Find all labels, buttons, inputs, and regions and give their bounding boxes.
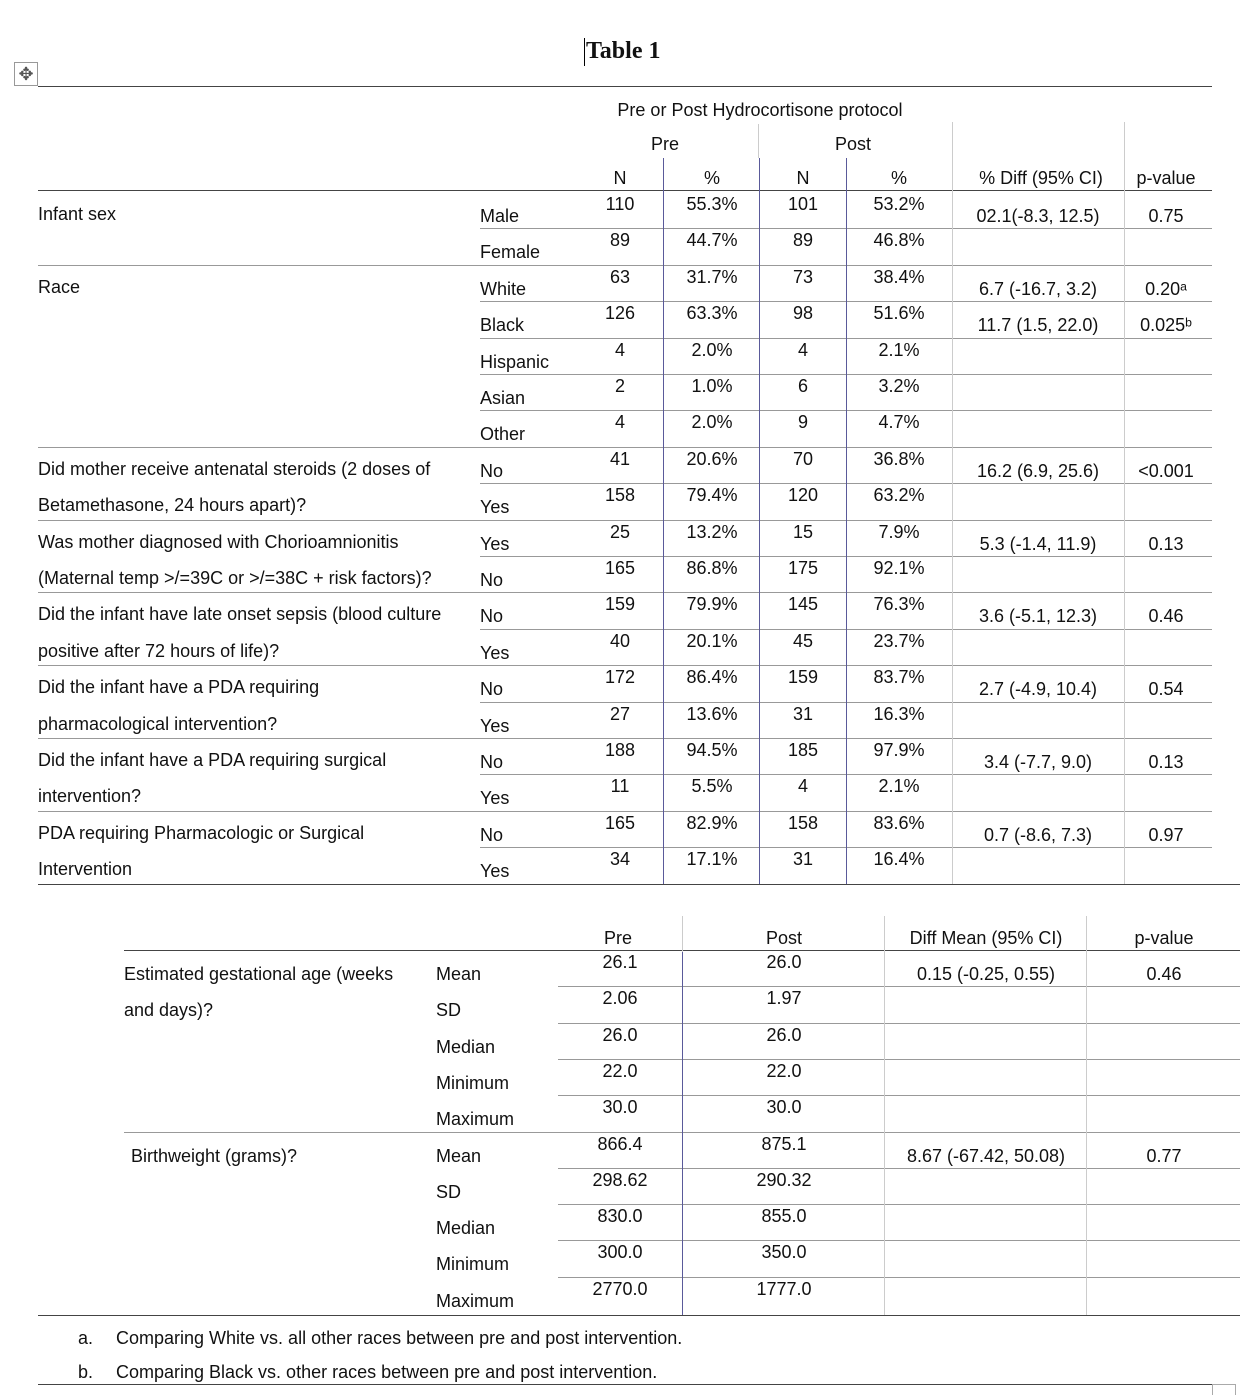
- row-rule: [558, 1023, 1240, 1024]
- group-rule: [38, 592, 480, 593]
- pre-pct-cell: 13.6%: [686, 703, 738, 724]
- post-n-cell: 31: [792, 849, 814, 870]
- post-n-cell: 101: [787, 194, 819, 214]
- diff-cell: 16.2 (6.9, 25.6): [976, 460, 1100, 481]
- category-label: No: [480, 460, 504, 481]
- group-rule: [38, 665, 480, 666]
- page-bottom-rule: [38, 1384, 1212, 1385]
- post-pct-cell: 3.2%: [878, 376, 920, 396]
- column-divider: [682, 952, 683, 1315]
- table-title: Table 1: [586, 38, 661, 64]
- pre-pct-cell: 17.1%: [686, 849, 738, 870]
- category-label: Yes: [480, 497, 510, 518]
- pre-n-cell: 159: [604, 594, 636, 615]
- column-header: %: [703, 168, 720, 188]
- pre-pct-cell: 20.1%: [686, 630, 738, 651]
- category-label: White: [480, 278, 527, 299]
- stat-label: SD: [436, 1000, 462, 1021]
- category-label: Yes: [480, 533, 510, 554]
- pre-n-cell: 89: [609, 230, 631, 251]
- footnote-text: Comparing White vs. all other races between pre and post intervention.: [116, 1328, 683, 1348]
- pre-value-cell: 22.0: [602, 1060, 638, 1081]
- post-pct-cell: 46.8%: [873, 230, 925, 251]
- category-label: Yes: [480, 642, 510, 663]
- pre-pct-cell: 94.5%: [686, 740, 738, 760]
- pre-pct-cell: 86.8%: [686, 558, 738, 578]
- pre-pct-cell: 79.4%: [686, 485, 738, 506]
- row-label: pharmacological intervention?: [38, 713, 278, 734]
- diff-cell: 3.6 (-5.1, 12.3): [978, 606, 1098, 627]
- row-label: Infant sex: [38, 204, 117, 224]
- row-label: and days)?: [124, 1000, 214, 1021]
- pvalue-cell: <0.001: [1138, 460, 1194, 481]
- pre-n-cell: 4: [614, 412, 625, 433]
- post-value-cell: 30.0: [766, 1097, 802, 1118]
- pvalue-cell: 0.025ᵇ: [1140, 315, 1192, 336]
- post-n-cell: 15: [792, 521, 814, 542]
- post-pct-cell: 23.7%: [873, 630, 925, 651]
- row-label: Did the infant have late onset sepsis (blood culture: [38, 604, 442, 625]
- column-header: % Diff (95% CI): [979, 168, 1103, 188]
- diff-cell: 02.1(-8.3, 12.5): [976, 206, 1100, 226]
- post-value-cell: 875.1: [761, 1133, 807, 1154]
- group-rule: [38, 811, 480, 812]
- category-label: Female: [480, 242, 541, 263]
- row-label: Race: [38, 276, 81, 297]
- post-n-cell: 120: [787, 485, 819, 506]
- row-label: intervention?: [38, 786, 142, 807]
- pre-pct-cell: 86.4%: [686, 667, 738, 688]
- pre-pct-cell: 13.2%: [686, 521, 738, 542]
- post-n-cell: 31: [792, 703, 814, 724]
- pre-value-cell: 26.0: [602, 1024, 638, 1045]
- header-rule: [38, 190, 1212, 191]
- pvalue-cell: 0.75: [1148, 206, 1184, 226]
- pre-pct-cell: 55.3%: [686, 194, 738, 214]
- column-divider: [663, 158, 664, 884]
- pvalue-cell: 0.77: [1146, 1145, 1182, 1166]
- post-pct-cell: 2.1%: [878, 776, 920, 797]
- post-pct-cell: 83.7%: [873, 667, 925, 688]
- pre-n-cell: 34: [609, 849, 631, 870]
- row-rule: [558, 1240, 1240, 1241]
- row-label: Was mother diagnosed with Chorioamnionitis: [38, 531, 399, 552]
- pre-pct-cell: 63.3%: [686, 303, 738, 324]
- pre-n-cell: 2: [614, 376, 625, 396]
- pvalue-cell: 0.20ᵃ: [1145, 278, 1187, 299]
- pre-n-cell: 165: [604, 558, 636, 578]
- page-corner: [1212, 1384, 1236, 1395]
- post-pct-cell: 16.4%: [873, 849, 925, 870]
- column-divider: [1086, 916, 1087, 1315]
- column-header: N: [796, 168, 810, 188]
- pre-n-cell: 25: [609, 521, 631, 542]
- post-value-cell: 1777.0: [756, 1278, 812, 1299]
- post-pct-cell: 76.3%: [873, 594, 925, 615]
- pre-header: Pre: [603, 928, 632, 948]
- post-n-cell: 4: [797, 339, 808, 360]
- pre-n-cell: 126: [604, 303, 636, 324]
- footnote-marker: a.: [78, 1328, 94, 1348]
- pvalue-cell: 0.54: [1148, 679, 1184, 700]
- move-table-handle-icon[interactable]: ✥: [14, 62, 38, 86]
- row-rule: [558, 1168, 1240, 1169]
- stat-label: Median: [436, 1036, 496, 1057]
- post-pct-cell: 83.6%: [873, 812, 925, 833]
- row-label: (Maternal temp >/=39C or >/=38C + risk factors)?: [38, 568, 432, 588]
- post-n-cell: 158: [787, 812, 819, 833]
- pre-value-cell: 298.62: [592, 1169, 648, 1190]
- post-n-cell: 98: [792, 303, 814, 324]
- pre-pct-cell: 5.5%: [691, 776, 733, 797]
- category-label: Hispanic: [480, 351, 550, 372]
- row-rule: [558, 1277, 1240, 1278]
- post-value-cell: 1.97: [766, 988, 802, 1009]
- post-pct-cell: 63.2%: [873, 485, 925, 506]
- category-label: Male: [480, 206, 520, 226]
- category-label: No: [480, 679, 504, 700]
- pvalue-cell: 0.13: [1148, 533, 1184, 554]
- diff-header: Diff Mean (95% CI): [909, 928, 1063, 948]
- pre-pct-cell: 1.0%: [691, 376, 733, 396]
- category-label: Black: [480, 315, 525, 336]
- post-n-cell: 4: [797, 776, 808, 797]
- post-pct-cell: 16.3%: [873, 703, 925, 724]
- diff-cell: 0.15 (-0.25, 0.55): [916, 964, 1056, 984]
- pvalue-cell: 0.46: [1148, 606, 1184, 627]
- row-label: positive after 72 hours of life)?: [38, 640, 280, 661]
- pre-n-cell: 4: [614, 339, 625, 360]
- column-divider: [846, 158, 847, 884]
- column-divider: [758, 124, 759, 158]
- column-header: %: [890, 168, 907, 188]
- stat-label: Mean: [436, 1145, 482, 1166]
- post-n-cell: 70: [792, 448, 814, 469]
- post-n-cell: 89: [792, 230, 814, 251]
- footnote-marker: b.: [78, 1362, 94, 1382]
- pre-n-cell: 110: [605, 194, 635, 214]
- column-divider: [759, 158, 760, 884]
- row-rule: [558, 1132, 1240, 1133]
- group-header: Pre or Post Hydrocortisone protocol: [617, 100, 903, 120]
- pre-value-cell: 2770.0: [592, 1278, 648, 1299]
- post-pct-cell: 7.9%: [878, 521, 920, 542]
- pvalue-cell: 0.97: [1148, 824, 1184, 845]
- pre-n-cell: 188: [604, 740, 636, 760]
- column-divider: [952, 122, 953, 884]
- group-rule: [38, 447, 480, 448]
- pre-pct-cell: 2.0%: [691, 412, 733, 433]
- pre-n-cell: 41: [609, 448, 631, 469]
- diff-cell: 2.7 (-4.9, 10.4): [978, 679, 1098, 700]
- column-divider: [1124, 122, 1125, 884]
- column-divider: [682, 916, 683, 952]
- diff-cell: 3.4 (-7.7, 9.0): [983, 752, 1093, 772]
- pre-header: Pre: [650, 134, 679, 154]
- pre-n-cell: 63: [609, 266, 631, 287]
- category-label: No: [480, 570, 504, 590]
- column-header: p-value: [1136, 168, 1196, 188]
- category-label: No: [480, 752, 504, 772]
- post-n-cell: 175: [787, 558, 819, 578]
- pre-pct-cell: 2.0%: [691, 339, 733, 360]
- pvalue-header: p-value: [1134, 928, 1194, 948]
- pre-n-cell: 172: [604, 667, 636, 688]
- footnote-text: Comparing Black vs. other races between pre and post intervention.: [116, 1362, 658, 1382]
- post-pct-cell: 38.4%: [873, 266, 925, 287]
- post-value-cell: 22.0: [766, 1060, 802, 1081]
- post-value-cell: 290.32: [756, 1169, 812, 1190]
- table-bottom-rule: [38, 884, 1240, 885]
- stat-label: Minimum: [436, 1254, 510, 1275]
- pvalue-cell: 0.13: [1148, 752, 1184, 772]
- stat-label: Maximum: [436, 1290, 515, 1311]
- group-rule: [38, 520, 480, 521]
- post-header: Post: [765, 928, 803, 948]
- post-pct-cell: 92.1%: [873, 558, 925, 578]
- stat-label: Median: [436, 1218, 496, 1239]
- post-n-cell: 9: [797, 412, 808, 433]
- pre-pct-cell: 82.9%: [686, 812, 738, 833]
- pre-pct-cell: 20.6%: [686, 448, 738, 469]
- post-value-cell: 350.0: [761, 1242, 807, 1263]
- category-label: Yes: [480, 715, 510, 736]
- pre-pct-cell: 31.7%: [686, 266, 738, 287]
- category-label: No: [480, 606, 504, 627]
- text-cursor: [584, 38, 585, 66]
- row-label: PDA requiring Pharmacologic or Surgical: [38, 822, 365, 843]
- stat-label: SD: [436, 1181, 462, 1202]
- pre-n-cell: 40: [609, 630, 631, 651]
- post-value-cell: 855.0: [761, 1206, 807, 1227]
- pre-pct-cell: 79.9%: [686, 594, 738, 615]
- column-header: N: [613, 168, 627, 188]
- diff-cell: 8.67 (-67.42, 50.08): [906, 1145, 1066, 1166]
- pre-value-cell: 26.1: [602, 952, 638, 972]
- table-bottom-rule: [38, 1315, 1240, 1316]
- table-top-rule: [38, 86, 1212, 87]
- category-label: Yes: [480, 861, 510, 882]
- post-value-cell: 26.0: [766, 1024, 802, 1045]
- pvalue-cell: 0.46: [1146, 964, 1182, 984]
- category-label: Yes: [480, 788, 510, 809]
- stat-label: Minimum: [436, 1072, 510, 1093]
- row-rule: [558, 986, 1240, 987]
- post-n-cell: 185: [787, 740, 819, 760]
- pre-value-cell: 830.0: [597, 1206, 643, 1227]
- column-divider: [884, 916, 885, 1315]
- diff-cell: 11.7 (1.5, 22.0): [977, 315, 1099, 336]
- group-rule: [38, 265, 480, 266]
- post-n-cell: 73: [792, 266, 814, 287]
- row-rule: [558, 1059, 1240, 1060]
- row-label: Did the infant have a PDA requiring: [38, 677, 320, 698]
- stat-label: Mean: [436, 964, 482, 984]
- diff-cell: 6.7 (-16.7, 3.2): [978, 278, 1098, 299]
- diff-cell: 0.7 (-8.6, 7.3): [983, 824, 1093, 845]
- post-n-cell: 6: [797, 376, 808, 396]
- post-n-cell: 45: [792, 630, 814, 651]
- row-rule: [558, 1204, 1240, 1205]
- row-label: Betamethasone, 24 hours apart)?: [38, 495, 307, 516]
- stat-label: Maximum: [436, 1109, 515, 1130]
- pre-value-cell: 300.0: [597, 1242, 643, 1263]
- row-label: Did the infant have a PDA requiring surgical: [38, 750, 387, 770]
- group-rule: [124, 1132, 558, 1133]
- pre-n-cell: 11: [610, 776, 630, 797]
- post-pct-cell: 53.2%: [873, 194, 925, 214]
- post-pct-cell: 2.1%: [878, 339, 920, 360]
- group-rule: [38, 738, 480, 739]
- post-n-cell: 145: [787, 594, 819, 615]
- row-label: Intervention: [38, 859, 133, 880]
- post-value-cell: 26.0: [766, 952, 802, 972]
- row-label: Did mother receive antenatal steroids (2 doses of: [38, 458, 431, 479]
- pre-n-cell: 27: [609, 703, 631, 724]
- row-rule: [558, 1095, 1240, 1096]
- category-label: No: [480, 824, 504, 845]
- post-pct-cell: 4.7%: [878, 412, 920, 433]
- diff-cell: 5.3 (-1.4, 11.9): [979, 533, 1097, 554]
- post-header: Post: [834, 134, 872, 154]
- post-n-cell: 159: [787, 667, 819, 688]
- pre-pct-cell: 44.7%: [686, 230, 738, 251]
- category-label: Other: [480, 424, 526, 445]
- pre-value-cell: 2.06: [602, 988, 638, 1009]
- pre-value-cell: 30.0: [602, 1097, 638, 1118]
- row-label: Estimated gestational age (weeks: [124, 964, 394, 984]
- post-pct-cell: 51.6%: [873, 303, 925, 324]
- post-pct-cell: 97.9%: [873, 740, 925, 760]
- pre-n-cell: 158: [604, 485, 636, 506]
- pre-value-cell: 866.4: [597, 1133, 643, 1154]
- post-pct-cell: 36.8%: [873, 448, 925, 469]
- row-label: Birthweight (grams)?: [131, 1145, 298, 1166]
- category-label: Asian: [480, 388, 526, 408]
- pre-n-cell: 165: [604, 812, 636, 833]
